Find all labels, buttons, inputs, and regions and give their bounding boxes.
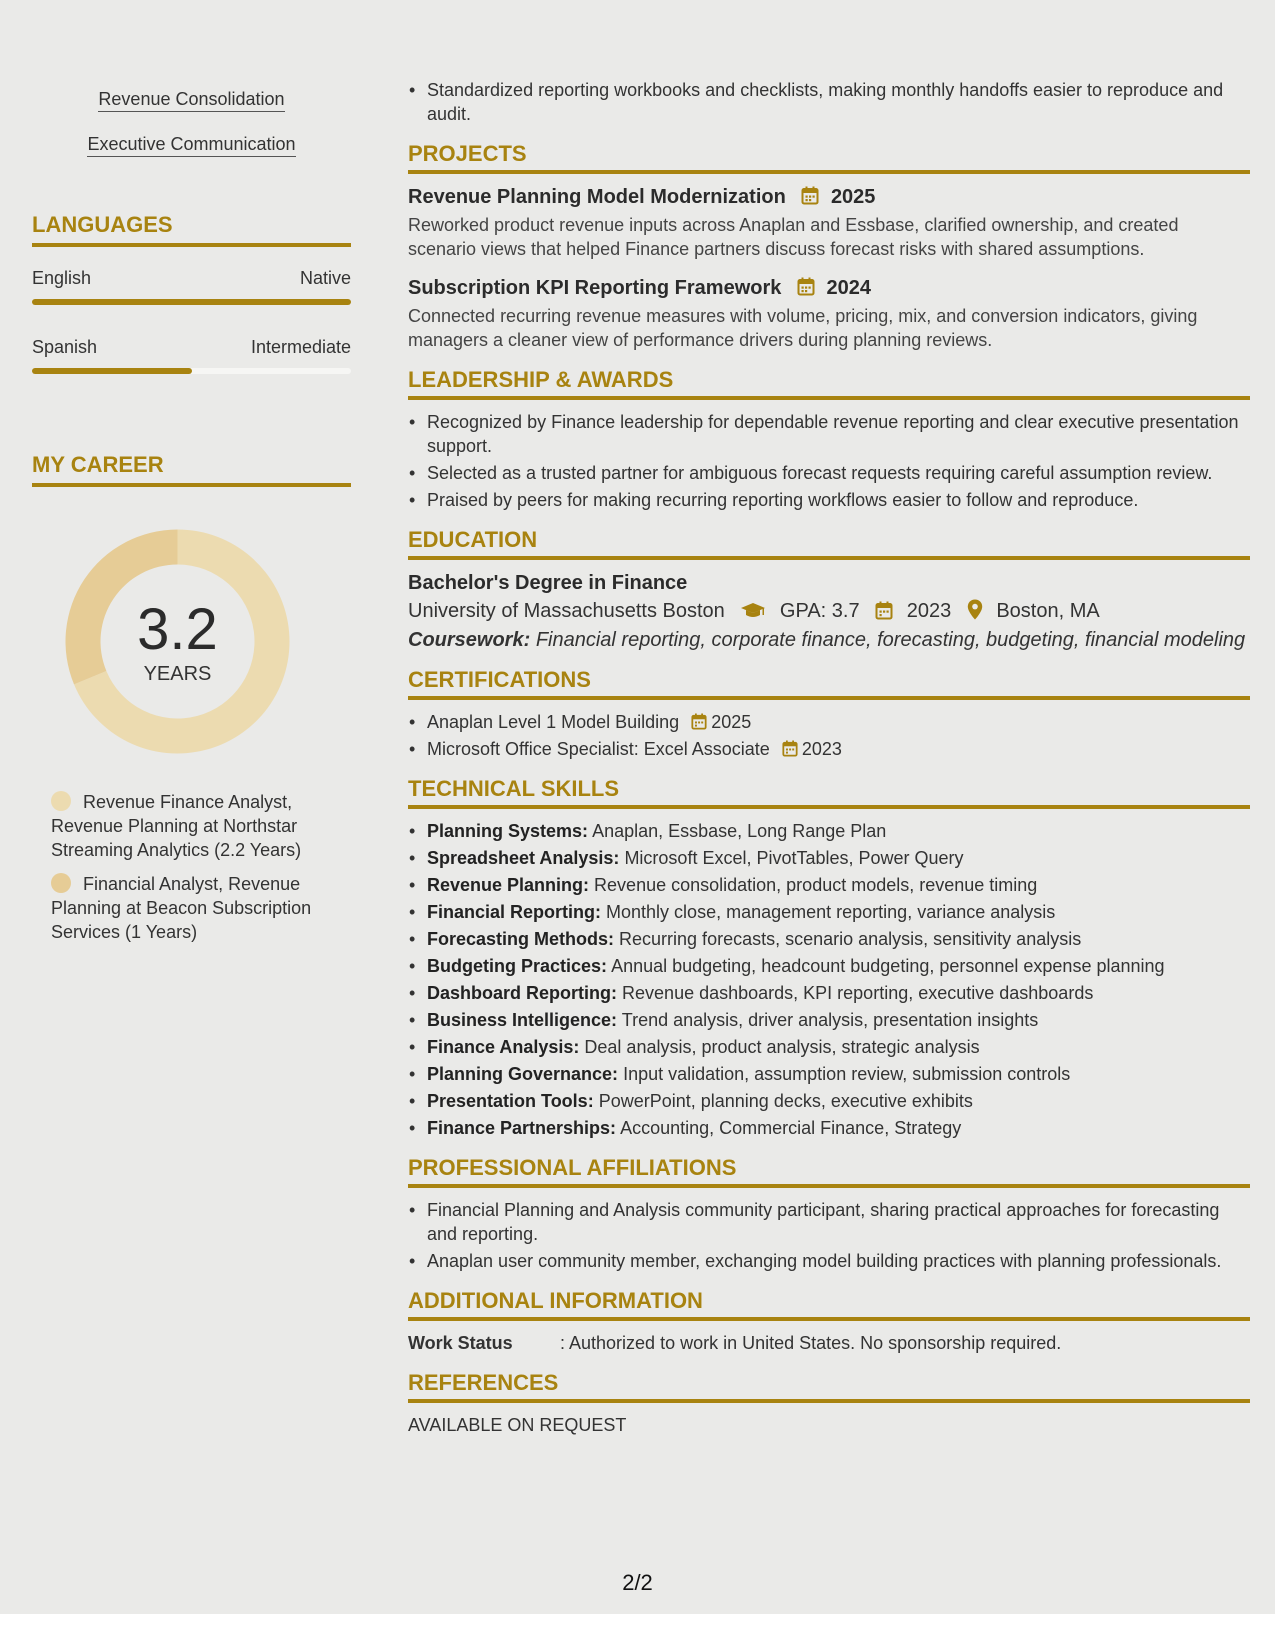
list-item: • Business Intelligence: Trend analysis, driver analysis, presentation insights — [408, 1008, 1250, 1032]
leadership-heading: LEADERSHIP & AWARDS — [408, 367, 1250, 400]
coursework-label: Coursework: — [408, 629, 531, 651]
language-name: Spanish — [32, 337, 98, 357]
list-item: • Praised by peers for making recurring reporting workflows easier to follow and reproduce. — [408, 488, 1250, 512]
career-donut-segment — [65, 530, 177, 685]
certifications-heading: CERTIFICATIONS — [408, 667, 1250, 700]
references-heading: REFERENCES — [408, 1370, 1250, 1403]
work-status-value: : Authorized to work in United States. No sponsorship required. — [560, 1333, 1062, 1353]
list-item: • Financial Reporting: Monthly close, management reporting, variance analysis — [408, 900, 1250, 924]
list-item: • Spreadsheet Analysis: Microsoft Excel, PivotTables, Power Query — [408, 846, 1250, 870]
project-description: Reworked product revenue inputs across Anaplan and Essbase, clarified ownership, and created scenario views that helped Finance partners discuss forecast risks with shared assumptions. — [408, 215, 1179, 259]
calendar-icon — [875, 601, 893, 620]
language-bar-fill — [32, 368, 192, 374]
coursework-text: Financial reporting, corporate finance, forecasting, budgeting, financial modeling — [535, 629, 1246, 651]
page-number: 2/2 — [622, 1570, 653, 1595]
calendar-icon — [691, 713, 707, 730]
coursework — [408, 628, 1250, 652]
list-item: • Finance Analysis: Deal analysis, product analysis, strategic analysis — [408, 1035, 1250, 1059]
list-item: • Presentation Tools: PowerPoint, planning decks, executive exhibits — [408, 1089, 1250, 1113]
technical-skills-heading: TECHNICAL SKILLS — [408, 776, 1250, 809]
gpa: GPA: 3.7 — [779, 600, 860, 622]
list-item: • Recognized by Finance leadership for dependable revenue reporting and clear executive presentation support. — [408, 410, 1250, 458]
certification-year: 2025 — [711, 712, 752, 732]
list-item: • Forecasting Methods: Recurring forecasts, scenario analysis, sensitivity analysis — [408, 927, 1250, 951]
legend-dot — [51, 873, 71, 893]
graduation-cap-icon — [740, 602, 766, 620]
leadership-list — [408, 410, 1250, 512]
list-item — [408, 710, 1250, 734]
project-title: Subscription KPI Reporting Framework — [408, 277, 782, 299]
calendar-icon — [782, 740, 798, 757]
main-content — [408, 78, 1250, 1437]
languages-heading: LANGUAGES — [32, 212, 351, 247]
career-legend — [51, 790, 341, 954]
list-item: • Anaplan user community member, exchanging model building practices with planning professionals. — [408, 1249, 1250, 1273]
language-bar — [32, 368, 351, 374]
list-item: • Finance Partnerships: Accounting, Commercial Finance, Strategy — [408, 1116, 1250, 1140]
list-item: • Planning Governance: Input validation, assumption review, submission controls — [408, 1062, 1250, 1086]
project-year: 2024 — [826, 277, 872, 299]
list-item: • Revenue Planning: Revenue consolidation, product models, revenue timing — [408, 873, 1250, 897]
project-item — [408, 275, 1250, 352]
language-level: Intermediate — [250, 337, 351, 357]
experience-bullets — [408, 78, 1250, 126]
calendar-icon — [801, 186, 819, 205]
language-bar-fill — [32, 299, 351, 305]
language-level: Native — [299, 268, 351, 288]
degree: Bachelor's Degree in Finance — [408, 572, 688, 594]
list-item: • Planning Systems: Anaplan, Essbase, Long Range Plan — [408, 819, 1250, 843]
education-heading: EDUCATION — [408, 527, 1250, 560]
location-pin-icon — [967, 599, 983, 620]
language-item — [32, 336, 351, 374]
list-item — [408, 737, 1250, 761]
technical-skills-list — [408, 819, 1250, 1140]
legend-dot — [51, 791, 71, 811]
education-details — [408, 596, 1250, 626]
career-total-unit: YEARS — [143, 663, 212, 685]
certification-year: 2023 — [801, 739, 842, 759]
list-item: • Dashboard Reporting: Revenue dashboards, KPI reporting, executive dashboards — [408, 981, 1250, 1005]
calendar-icon — [797, 277, 815, 296]
affiliations-list — [408, 1198, 1250, 1273]
language-item — [32, 267, 351, 305]
skill-tag: Executive Communication — [32, 133, 351, 155]
list-item: • Budgeting Practices: Annual budgeting, headcount budgeting, personnel expense planning — [408, 954, 1250, 978]
language-bar — [32, 299, 351, 305]
project-description: Connected recurring revenue measures with volume, pricing, mix, and conversion indicators, giving managers a cleaner view of performance drivers during planning reviews. — [408, 306, 1198, 350]
additional-info-heading: ADDITIONAL INFORMATION — [408, 1288, 1250, 1321]
work-status-label: Work Status — [408, 1333, 513, 1353]
project-year: 2025 — [830, 186, 876, 208]
project-title: Revenue Planning Model Modernization — [408, 186, 786, 208]
career-heading: MY CAREER — [32, 452, 351, 487]
school-name: University of Massachusetts Boston — [408, 600, 725, 622]
list-item: • Selected as a trusted partner for ambiguous forecast requests requiring careful assumption review. — [408, 461, 1250, 485]
career-donut-chart — [65, 529, 290, 754]
skill-tag: Revenue Consolidation — [32, 88, 351, 110]
list-item: • Standardized reporting workbooks and checklists, making monthly handoffs easier to reproduce and audit. — [408, 78, 1250, 126]
project-item — [408, 184, 1250, 261]
affiliations-heading: PROFESSIONAL AFFILIATIONS — [408, 1155, 1250, 1188]
career-legend-item: Financial Analyst, Revenue Planning at Beacon Subscription Services (1 Years) — [51, 874, 312, 942]
school-location: Boston, MA — [996, 600, 1100, 622]
projects-heading: PROJECTS — [408, 141, 1250, 174]
work-status — [408, 1331, 1250, 1355]
graduation-year: 2023 — [906, 600, 952, 622]
certification-name: Microsoft Office Specialist: Excel Associate — [427, 739, 770, 759]
certification-name: Anaplan Level 1 Model Building — [427, 712, 680, 732]
career-total-value: 3.2 — [137, 597, 218, 662]
career-legend-item: Revenue Finance Analyst, Revenue Planning at Northstar Streaming Analytics (2.2 Years) — [51, 792, 302, 860]
certifications-list — [408, 710, 1250, 761]
references-text: AVAILABLE ON REQUEST — [408, 1415, 627, 1435]
language-name: English — [32, 268, 92, 288]
list-item: • Financial Planning and Analysis community participant, sharing practical approaches for forecasting and reporting. — [408, 1198, 1250, 1246]
